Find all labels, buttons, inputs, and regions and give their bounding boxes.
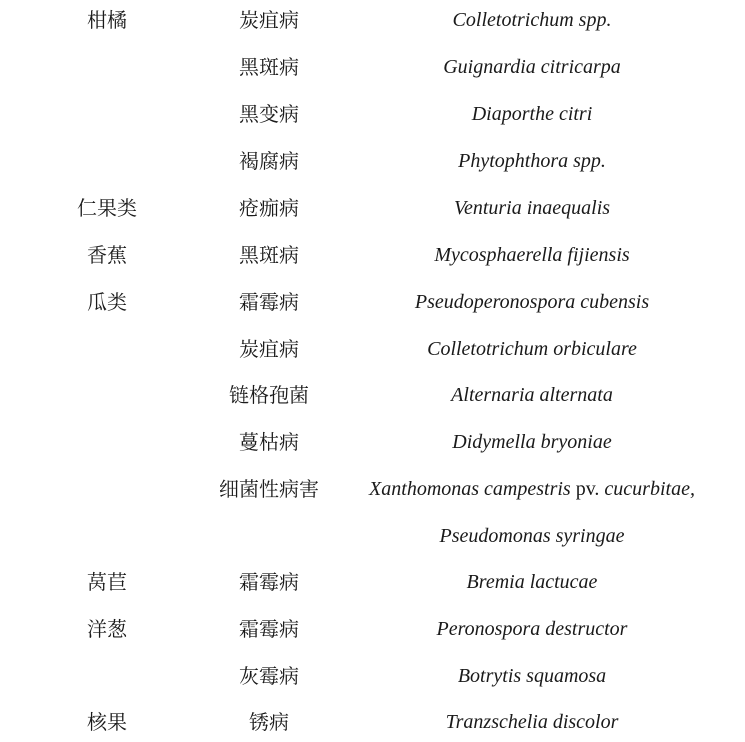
pathogen-name: Guignardia citricarpa — [443, 56, 621, 78]
pathogen-cell — [446, 707, 619, 737]
table-row — [0, 99, 745, 129]
disease-cell: 细菌性病害 — [219, 477, 319, 501]
pathovar-abbrev: pv. — [570, 478, 605, 500]
table-row — [0, 193, 745, 223]
pathogen-cell — [443, 52, 621, 82]
disease-cell: 炭疽病 — [239, 337, 299, 361]
pathogen-name: Colletotrichum orbiculare — [427, 338, 637, 360]
pathogen-name: Mycosphaerella fijiensis — [434, 244, 630, 266]
pathogen-cell — [437, 614, 628, 644]
disease-cell: 霜霉病 — [239, 617, 299, 641]
table-row — [0, 661, 745, 691]
table-row — [0, 427, 745, 457]
table-row — [0, 240, 745, 270]
table-row — [0, 146, 745, 176]
disease-cell: 炭疽病 — [239, 8, 299, 32]
table-row — [0, 5, 745, 35]
pathovar-name: cucurbitae, — [604, 478, 695, 500]
table-row — [0, 334, 745, 364]
crop-cell: 莴苣 — [87, 570, 127, 594]
table-row — [0, 521, 745, 551]
disease-cell: 疮痂病 — [239, 196, 299, 220]
pathogen-name: Alternaria alternata — [451, 384, 613, 406]
pathogen-name: Venturia inaequalis — [453, 197, 611, 219]
pathogen-cell — [440, 521, 625, 551]
pathogen-cell — [434, 240, 629, 270]
pathogen-cell — [458, 661, 606, 691]
pathogen-cell — [369, 474, 695, 504]
disease-cell: 霜霉病 — [239, 570, 299, 594]
crop-cell: 洋葱 — [87, 617, 127, 641]
disease-cell: 灰霉病 — [239, 664, 299, 688]
disease-cell: 锈病 — [249, 710, 289, 734]
disease-cell: 蔓枯病 — [239, 430, 299, 454]
crop-cell: 核果 — [87, 710, 127, 734]
pathogen-name: Bremia lactucae — [466, 571, 598, 593]
disease-cell: 黑斑病 — [239, 243, 299, 267]
table-row — [0, 567, 745, 597]
pathogen-name: Botrytis squamosa — [457, 665, 607, 687]
pathogen-cell — [427, 334, 637, 364]
pathogen-name: Xanthomonas campestris — [369, 478, 571, 500]
table-row — [0, 614, 745, 644]
crop-cell: 香蕉 — [87, 243, 127, 267]
disease-cell: 黑斑病 — [239, 55, 299, 79]
pathogen-name: Colletotrichum spp. — [452, 9, 612, 31]
disease-cell: 黑变病 — [239, 102, 299, 126]
pathogen-cell — [472, 99, 593, 129]
pathogen-cell — [467, 567, 598, 597]
pathogen-cell — [451, 380, 613, 410]
pathogen-name: Peronospora destructor — [436, 618, 628, 640]
table-row — [0, 474, 745, 504]
pathogen-cell — [452, 427, 611, 457]
disease-cell: 链格孢菌 — [229, 383, 309, 407]
table-row — [0, 707, 745, 737]
pathogen-cell — [453, 5, 612, 35]
pathogen-name: Didymella bryoniae — [452, 431, 612, 453]
disease-cell: 霜霉病 — [239, 290, 299, 314]
pathogen-name: Pseudoperonospora cubensis — [414, 291, 650, 313]
pathogen-name: Pseudomonas syringae — [439, 525, 625, 547]
pathogen-name: Tranzschelia discolor — [445, 711, 619, 733]
pathogen-name: Diaporthe citri — [471, 103, 593, 125]
pathogen-cell — [458, 146, 606, 176]
crop-cell: 仁果类 — [77, 196, 137, 220]
table-row — [0, 380, 745, 410]
crop-cell: 柑橘 — [87, 8, 127, 32]
pathogen-cell — [454, 193, 610, 223]
table-row — [0, 52, 745, 82]
pathogen-cell — [415, 287, 649, 317]
disease-cell: 褐腐病 — [239, 149, 299, 173]
crop-cell: 瓜类 — [87, 290, 127, 314]
table-row — [0, 287, 745, 317]
pathogen-name: Phytophthora spp. — [458, 150, 606, 172]
